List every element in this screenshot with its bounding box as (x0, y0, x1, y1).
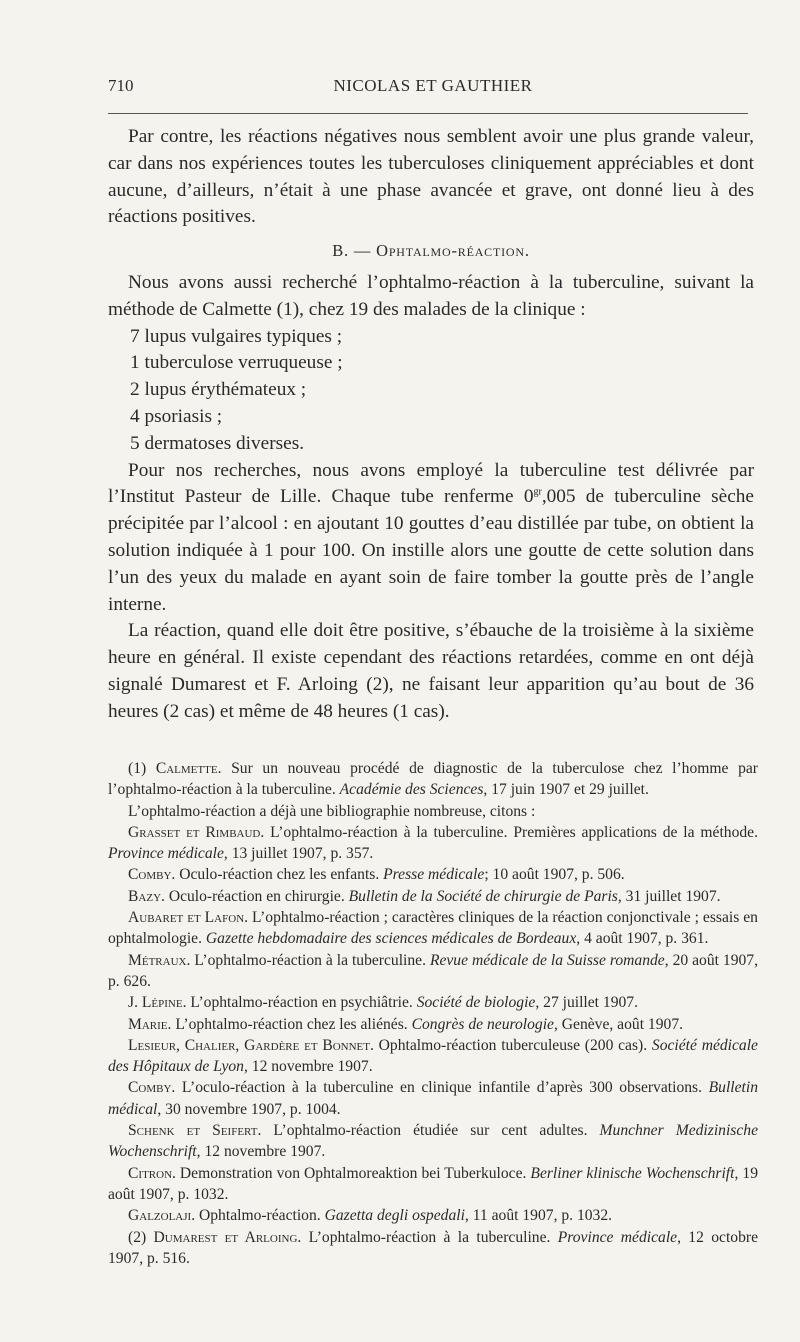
reference-journal: Gazette hebdomadaire des sciences médicales de Bordeaux (205, 930, 577, 948)
running-title: NICOLAS ET GAUTHIER (333, 76, 533, 95)
reference-tail: , 11 août 1907, p. 1032. (464, 1207, 613, 1225)
reference-author: Galzolaji (128, 1207, 192, 1225)
reference-text: . Ophtalmo-réaction tuberculeuse (200 cas). (370, 1036, 652, 1054)
reference-text: . Ophtalmo-réaction. (191, 1207, 325, 1225)
bibliography-entry (108, 822, 758, 865)
reference-tail: , 30 novembre 1907, p. 1004. (157, 1100, 341, 1118)
footnote-1 (108, 758, 758, 801)
reference-journal: Gazetta degli ospedali (324, 1207, 465, 1225)
bibliography-entry (108, 886, 758, 907)
reference-author: Marie (128, 1015, 168, 1033)
paragraph-3-start: Pour nos recherches, nous avons employé la tuberculine test délivrée par l’Institut Pasteur de Lille. Chaque tube renferme 0 (108, 459, 754, 508)
paragraph-3-end: ,005 de tuberculine sèche précipitée par l’alcool : en ajoutant 10 gouttes d’eau distillée par tube, on obtient la solution indiquée à 1 pour 100. On instille alors une goutte de cette solution dans l’un des yeux du malade en ayant soin de faire tomber la goutte près de l’angle interne. (108, 486, 754, 615)
bibliography-entry (108, 1077, 758, 1120)
page-header (108, 76, 758, 98)
reference-journal: Berliner klinische Wochenschrift (530, 1164, 735, 1182)
section-heading (108, 238, 754, 265)
reference-author: Schenk et Seifert (128, 1122, 258, 1140)
list-item: 5 dermatoses diverses. (130, 432, 305, 454)
reference-text: . L’ophtalmo-réaction en psychiâtrie. (182, 994, 417, 1012)
footnote-author: Dumarest et Arloing (153, 1228, 298, 1246)
reference-journal: Bulletin de la Société de chirurgie de Paris (348, 887, 618, 905)
reference-journal: Société médicale des Hôpitaux de Lyon (108, 1036, 758, 1076)
reference-journal: Province médicale (108, 845, 224, 863)
reference-tail: , 27 juillet 1907. (535, 994, 638, 1012)
footnote-journal: Académie des Sciences (339, 781, 484, 799)
bibliography-list (108, 822, 758, 1227)
reference-journal: Société de biologie (416, 994, 536, 1012)
reference-journal: Presse médicale (383, 866, 485, 884)
reference-tail: , Genève, août 1907. (553, 1015, 684, 1033)
bibliography-entry (108, 1120, 758, 1163)
reference-author: Comby (128, 866, 172, 884)
paragraph-1: Par contre, les réactions négatives nous semblent avoir une plus grande valeur, car dans nos expériences toutes les tuberculoses cliniquement appréciables et dont aucune, d’ailleurs, n’était à une phase avancée et grave, ont donné lieu à des réactions positives. (108, 126, 754, 228)
reference-text: . L’ophtalmo-réaction ; caractères cliniques de la réaction conjonctivale ; essais en ophtalmologie. (108, 909, 758, 948)
reference-author: Comby (128, 1079, 172, 1097)
reference-text: . L’ophtalmo-réaction étudiée sur cent adultes. (257, 1122, 600, 1140)
unit-superscript: gr (533, 486, 542, 498)
reference-tail: , 19 août 1907, p. 1032. (108, 1164, 758, 1203)
paragraph-2: Nous avons aussi recherché l’ophtalmo-réaction à la tuberculine, suivant la méthode de Calmette (1), chez 19 des malades de la clinique : (108, 271, 754, 320)
bibliography-entry (108, 907, 758, 950)
reference-tail: , 20 août 1907, p. 626. (108, 951, 758, 990)
footnote-author: Calmette (155, 760, 218, 777)
footnote-text: . L’ophtalmo-réaction à la tuberculine. (297, 1228, 558, 1246)
reference-journal: Munchner Medizinische Wochenschrift (108, 1122, 758, 1161)
reference-tail: ; 10 août 1907, p. 506. (484, 866, 625, 884)
main-text (108, 124, 754, 726)
list-item: 4 psoriasis ; (130, 405, 223, 427)
footnote-tail: , 17 juin 1907 et 29 juillet. (483, 781, 649, 799)
reference-author: Grasset et Rimbaud (128, 823, 261, 841)
list-item: 2 lupus érythémateux ; (130, 379, 307, 401)
section-heading-text: B. — Ophtalmo-réaction. (332, 241, 530, 261)
reference-text: . Oculo-réaction chez les enfants. (171, 866, 384, 884)
bibliography-entry (108, 1205, 758, 1226)
reference-author: J. Lépine (128, 994, 183, 1012)
bibliography-entry (108, 1035, 758, 1078)
paragraph-3 (108, 458, 754, 619)
reference-text: . Demonstration von Ophtalmoreaktion bei Tuberkuloce. (172, 1164, 531, 1182)
bibliography-intro: L’ophtalmo-réaction a déjà une bibliographie nombreuse, citons : (128, 802, 536, 820)
footnote-journal: Province médicale (557, 1228, 678, 1246)
reference-tail: , 12 novembre 1907. (196, 1143, 326, 1161)
footnote-tail: , 12 octobre 1907, p. 516. (108, 1228, 758, 1267)
reference-tail: , 12 novembre 1907. (243, 1058, 373, 1076)
bibliography-entry (108, 992, 758, 1013)
reference-tail: , 31 juillet 1907. (617, 887, 721, 905)
footnote-2 (108, 1227, 758, 1270)
reference-author: Métraux (128, 951, 187, 969)
reference-text: . Oculo-réaction en chirurgie. (161, 887, 349, 905)
paragraph-4: La réaction, quand elle doit être positive, s’ébauche de la troisième à la sixième heure en général. Il existe cependant des réactions retardées, comme en ont déjà signalé Dumarest et F. Arloing (2), ne faisant leur apparition qu’au bout de 36 heures (2 cas) et même de 48 heures (1 cas). (108, 620, 754, 722)
footnotes (108, 758, 758, 1269)
reference-tail: , 13 juillet 1907, p. 357. (223, 845, 374, 863)
header-rule (108, 113, 748, 114)
footnote-number: (1) (128, 760, 156, 777)
reference-text: . L’ophtalmo-réaction chez les aliénés. (167, 1015, 412, 1033)
bibliography-entry (108, 1163, 758, 1206)
reference-author: Aubaret et Lafon (128, 909, 245, 927)
reference-journal: Congrès de neurologie (411, 1015, 554, 1033)
reference-journal: Bulletin médical (108, 1079, 758, 1118)
bibliography-entry (108, 950, 758, 993)
reference-text: . L’oculo-réaction à la tuberculine en clinique infantile d’après 300 observations. (171, 1079, 709, 1097)
page-number: 710 (108, 76, 134, 95)
footnote-number: (2) (128, 1228, 154, 1246)
reference-text: . L’ophtalmo-réaction à la tuberculine. Premières applications de la méthode. (260, 823, 758, 841)
reference-tail: , 4 août 1907, p. 361. (576, 930, 709, 948)
reference-text: . L’ophtalmo-réaction à la tuberculine. (186, 951, 430, 969)
bibliography-entry (108, 864, 758, 885)
reference-author: Bazy (128, 887, 162, 905)
list-item: 7 lupus vulgaires typiques ; (130, 325, 343, 347)
reference-journal: Revue médicale de la Suisse romande (429, 951, 665, 969)
bibliography-entry (108, 1014, 758, 1035)
reference-author: Citron (128, 1164, 173, 1182)
reference-author: Lesieur, Chalier, Gardère et Bonnet (128, 1036, 370, 1054)
footnote-text: . Sur un nouveau procédé de diagnostic de la tuberculose chez l’homme par l’ophtalmo-réaction à la tuberculine. (108, 760, 758, 799)
list-item: 1 tuberculose verruqueuse ; (130, 352, 343, 374)
